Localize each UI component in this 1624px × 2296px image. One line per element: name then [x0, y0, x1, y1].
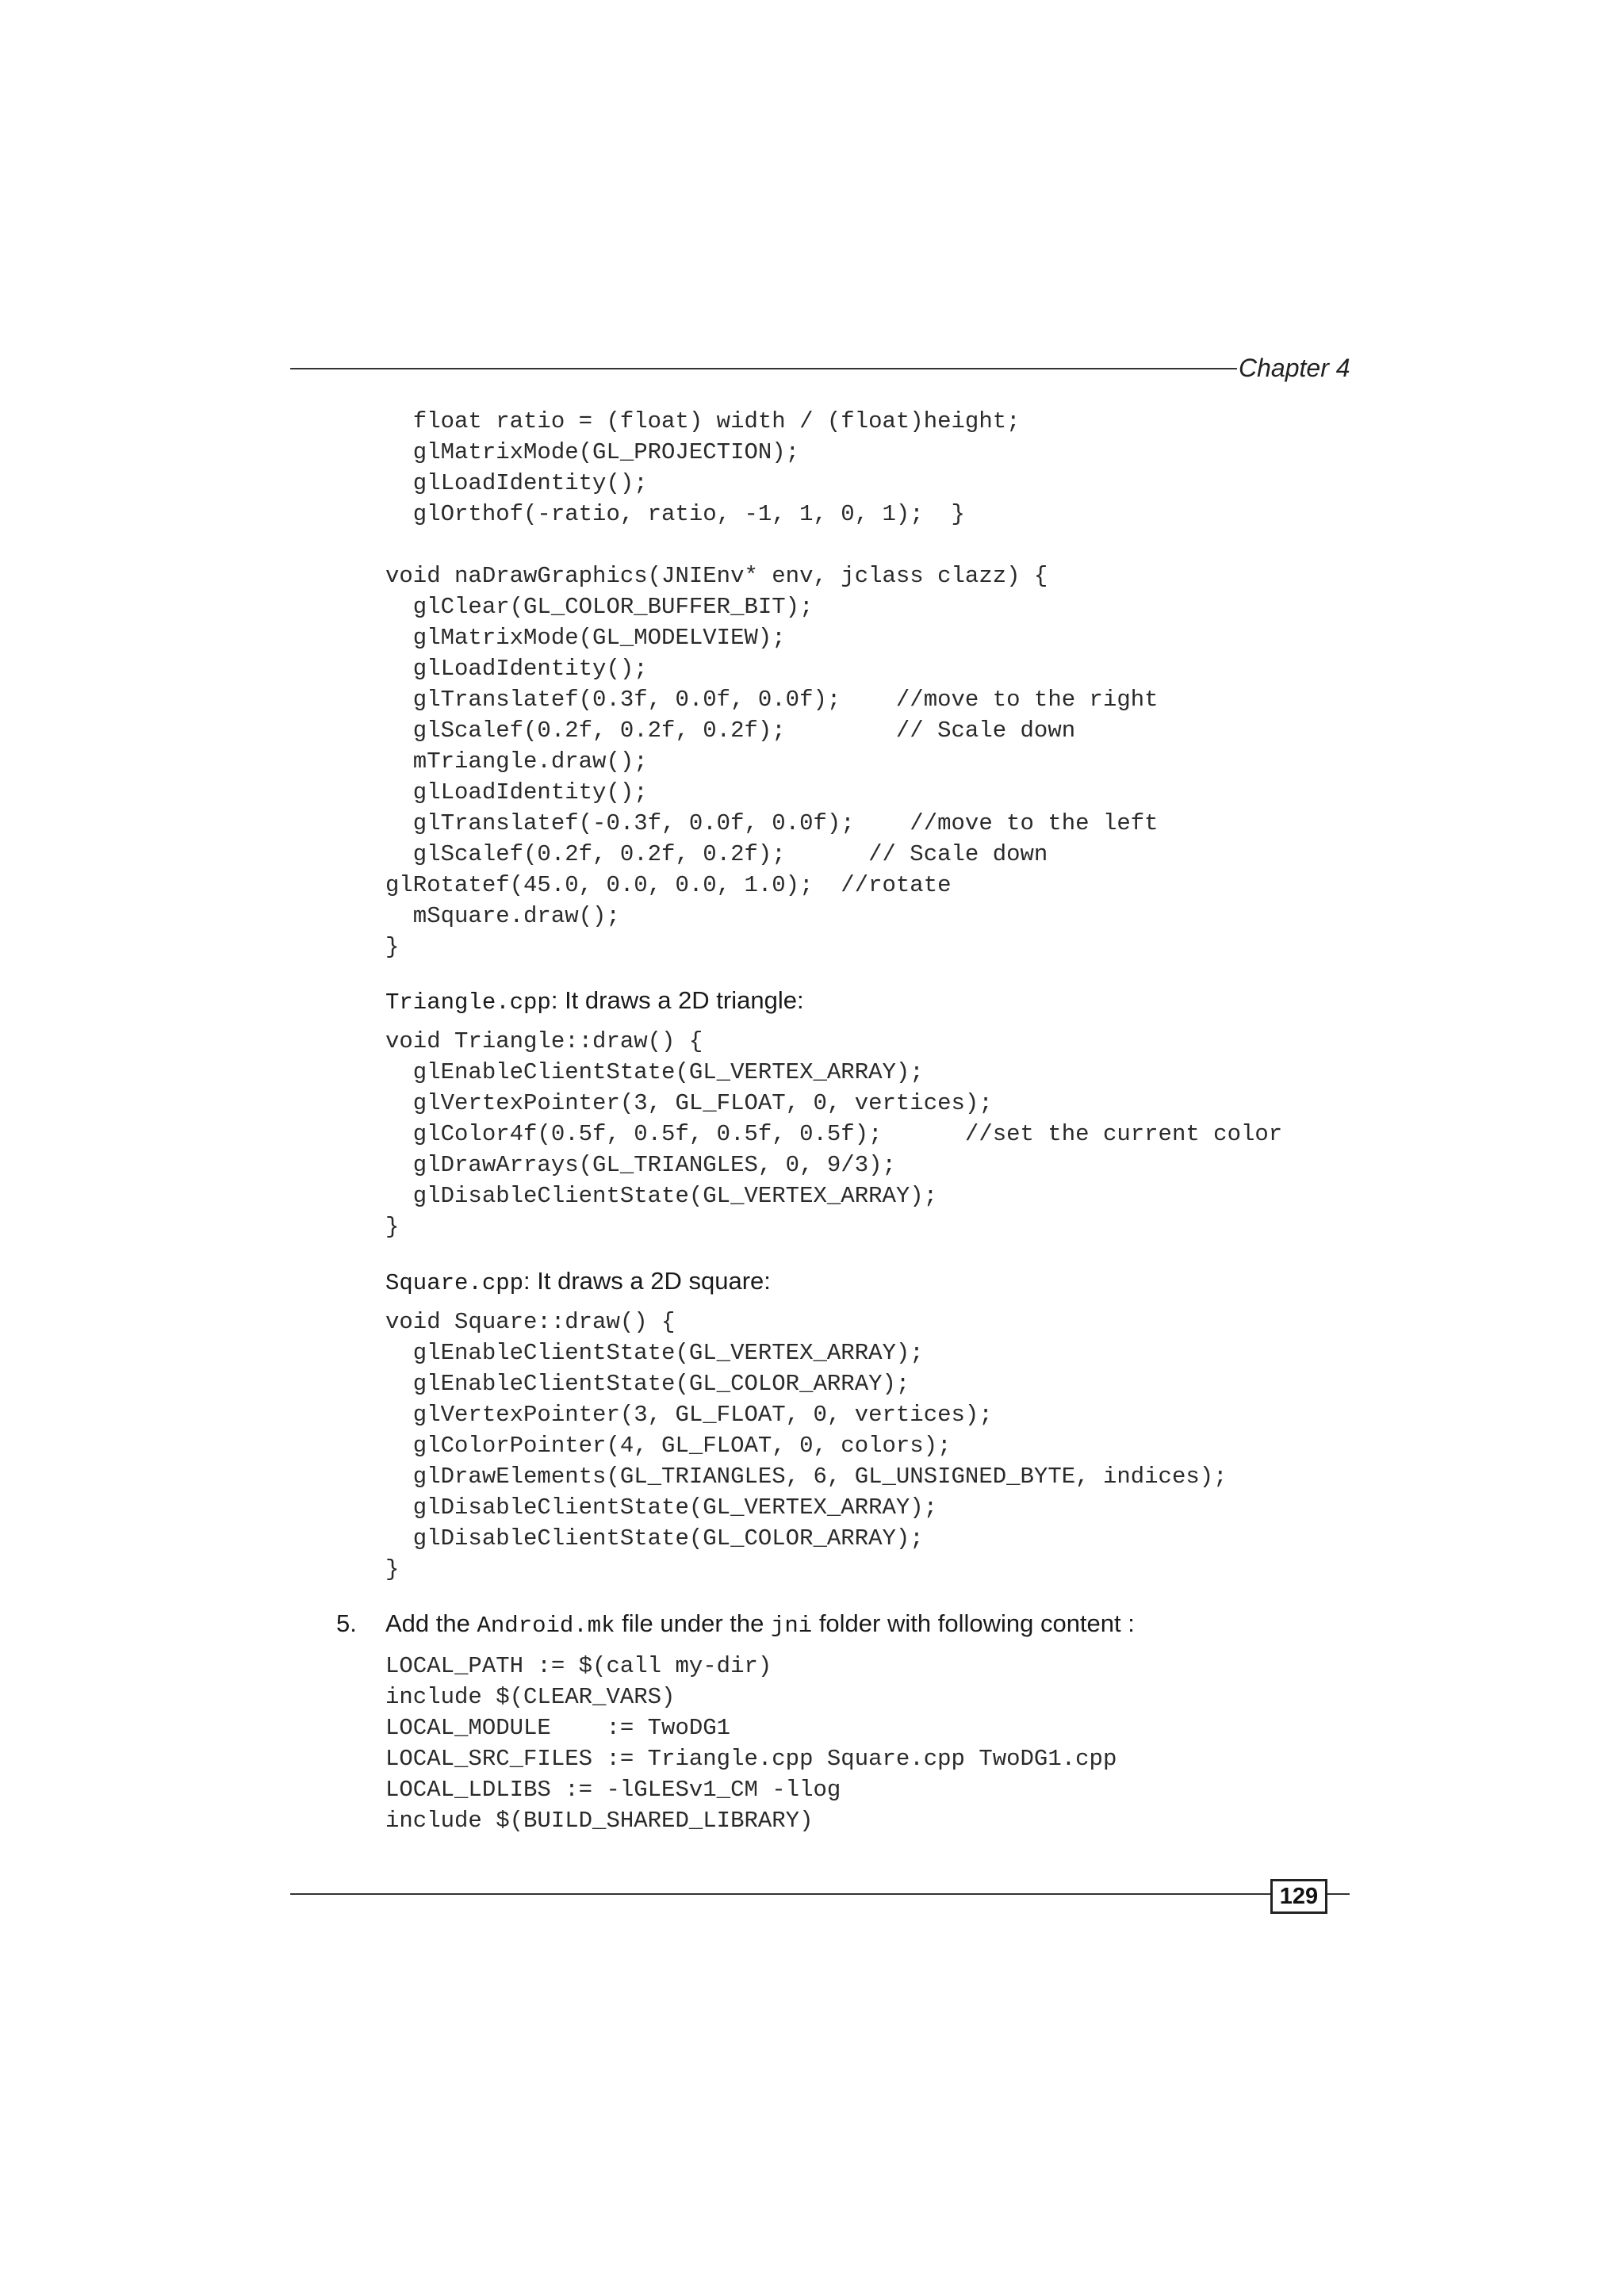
step-number: 5. [336, 1609, 357, 1637]
code-line: glDisableClientState(GL_COLOR_ARRAY); [385, 1525, 924, 1552]
square-intro [385, 1264, 771, 1301]
page-number: 129 [1270, 1879, 1327, 1914]
code-line: LOCAL_LDLIBS := -lGLESv1_CM -llog [385, 1777, 841, 1803]
code-line: } [385, 1556, 400, 1582]
code-line: glTranslatef(0.3f, 0.0f, 0.0f); //move to the right [385, 687, 1159, 713]
code-line: glDisableClientState(GL_VERTEX_ARRAY); [385, 1494, 938, 1521]
square-filename: Square.cpp [385, 1270, 524, 1296]
code-block-square-draw [385, 1307, 1228, 1585]
footer-rule [290, 1893, 1350, 1895]
code-line: glDisableClientState(GL_VERTEX_ARRAY); [385, 1183, 938, 1209]
triangle-intro-text: : It draws a 2D triangle: [550, 986, 804, 1014]
code-line: glColorPointer(4, GL_FLOAT, 0, colors); [385, 1433, 952, 1459]
code-line: glEnableClientState(GL_VERTEX_ARRAY); [385, 1340, 924, 1366]
code-line: glClear(GL_COLOR_BUFFER_BIT); [385, 594, 814, 620]
step-instruction [385, 1606, 1135, 1644]
code-line: glDrawElements(GL_TRIANGLES, 6, GL_UNSIGNED_BYTE, indices); [385, 1464, 1228, 1490]
code-line: void Square::draw() { [385, 1309, 676, 1335]
code-line: glEnableClientState(GL_COLOR_ARRAY); [385, 1371, 910, 1397]
square-intro-text: : It draws a 2D square: [523, 1267, 771, 1295]
code-block-android-mk [385, 1651, 1116, 1836]
code-line: glVertexPointer(3, GL_FLOAT, 0, vertices); [385, 1090, 993, 1116]
code-line: void Triangle::draw() { [385, 1028, 703, 1054]
code-line: } [385, 1214, 400, 1240]
code-block-triangle-draw [385, 1026, 1282, 1242]
code-line: glColor4f(0.5f, 0.5f, 0.5f, 0.5f); //set the current color [385, 1121, 1283, 1147]
chapter-label: Chapter 4 [1239, 354, 1350, 382]
triangle-filename: Triangle.cpp [385, 989, 551, 1016]
code-line: glMatrixMode(GL_MODELVIEW); [385, 625, 786, 651]
code-line: include $(BUILD_SHARED_LIBRARY) [385, 1808, 814, 1834]
code-line: mTriangle.draw(); [385, 748, 648, 775]
code-line: glVertexPointer(3, GL_FLOAT, 0, vertices); [385, 1402, 993, 1428]
code-line: glRotatef(45.0, 0.0, 0.0, 1.0); //rotate [385, 872, 952, 898]
code-line: glLoadIdentity(); [385, 779, 648, 806]
code-line: glEnableClientState(GL_VERTEX_ARRAY); [385, 1059, 924, 1085]
triangle-intro [385, 983, 804, 1020]
code-line: float ratio = (float) width / (float)height; [385, 408, 1021, 434]
code-line: LOCAL_SRC_FILES := Triangle.cpp Square.cpp TwoDG1.cpp [385, 1746, 1117, 1772]
android-mk-filename: Android.mk [477, 1613, 615, 1639]
code-line: glScalef(0.2f, 0.2f, 0.2f); // Scale down [385, 718, 1076, 744]
code-line: LOCAL_PATH := $(call my-dir) [385, 1653, 772, 1679]
header-rule [290, 368, 1237, 369]
code-line: glMatrixMode(GL_PROJECTION); [385, 439, 800, 465]
code-line: LOCAL_MODULE := TwoDG1 [385, 1715, 731, 1741]
jni-folder-name: jni [770, 1613, 813, 1639]
code-line: } [385, 934, 400, 960]
code-line: glScalef(0.2f, 0.2f, 0.2f); // Scale down [385, 841, 1048, 867]
code-line: glDrawArrays(GL_TRIANGLES, 0, 9/3); [385, 1152, 896, 1178]
code-line: include $(CLEAR_VARS) [385, 1684, 676, 1710]
code-line: void naDrawGraphics(JNIEnv* env, jclass clazz) { [385, 563, 1048, 589]
code-line: glOrthof(-ratio, ratio, -1, 1, 0, 1); } [385, 501, 965, 527]
code-line: glLoadIdentity(); [385, 656, 648, 682]
code-line: mSquare.draw(); [385, 903, 620, 929]
code-line: glLoadIdentity(); [385, 470, 648, 496]
step-text-after: folder with following content : [812, 1609, 1135, 1637]
code-line: glTranslatef(-0.3f, 0.0f, 0.0f); //move to the left [385, 810, 1159, 836]
step-text-middle: file under the [615, 1609, 771, 1637]
step-text-before: Add the [385, 1609, 477, 1637]
code-block-draw-graphics [385, 406, 1159, 962]
code-line [385, 530, 1159, 561]
